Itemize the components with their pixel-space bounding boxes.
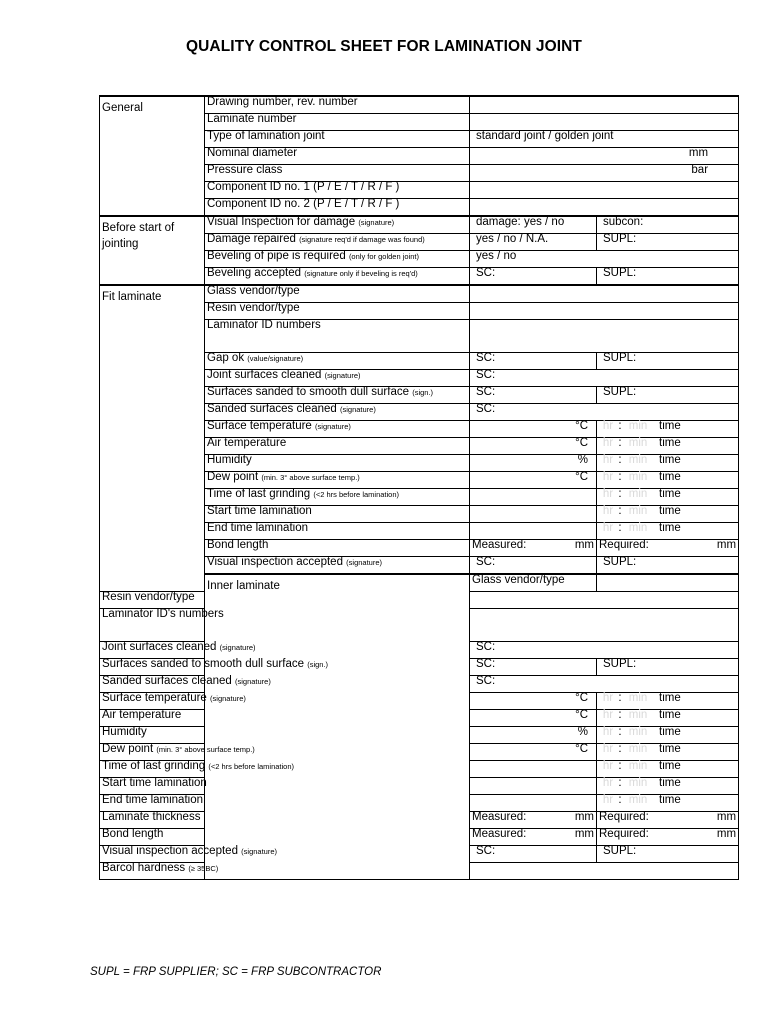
row-label-start-time: Start time lamination [205, 506, 470, 523]
row-label-air-temp: Air temperature [100, 710, 205, 727]
unit-bar: bar [691, 164, 709, 176]
row-label-glass-vendor: Glass vendor/type [470, 574, 597, 592]
fit-laminator-field[interactable] [470, 320, 739, 353]
inner-air-temp-field[interactable]: °C [470, 710, 597, 727]
gap-sc-field[interactable]: SC: [470, 353, 597, 370]
row-label-joint-cleaned: Joint surfaces cleaned (signature) [100, 642, 205, 659]
inner-end-field[interactable] [470, 795, 597, 812]
damage-repaired-field[interactable]: yes / no / N.A. [470, 234, 597, 251]
inner-start-time[interactable]: hr : min time [597, 778, 739, 795]
row-label-component-id-2: Component ID no. 2 (P / E / T / R / F ) [205, 199, 470, 217]
inner-humidity-time[interactable]: hr : min time [597, 727, 739, 744]
inner-visual-supl-field[interactable]: SUPL: [597, 846, 739, 863]
inner-resin-field[interactable] [470, 592, 739, 609]
fit-end-field[interactable] [470, 523, 597, 540]
row-label-beveling-accepted: Beveling accepted (signature only if beveling is req'd) [205, 268, 470, 286]
fit-sanded-sc-field[interactable]: SC: [470, 387, 597, 404]
row-label-dew-point: Dew point (min. 3° above surface temp.) [205, 472, 470, 489]
row-label-start-time: Start time lamination [100, 778, 205, 795]
section-general: General [100, 96, 205, 216]
row-label-visual-accepted: Visual inspection accepted (signature) [205, 557, 470, 575]
fit-sanded-clean-field[interactable]: SC: [470, 404, 739, 421]
inner-bond-measured[interactable]: Measured: mm [470, 829, 597, 846]
beveling-required-field[interactable]: yes / no [470, 251, 739, 268]
section-fit-laminate: Fit laminate [100, 285, 205, 592]
row-label-resin-vendor: Resin vendor/type [205, 303, 470, 320]
row-label-laminate-number: Laminate number [205, 114, 470, 131]
fit-air-temp-time[interactable]: hr : min time [597, 438, 739, 455]
row-label-humidity: Humidity [205, 455, 470, 472]
row-label-dew-point: Dew point (min. 3° above surface temp.) [100, 744, 205, 761]
row-label-surfaces-sanded: Surfaces sanded to smooth dull surface (sign.) [205, 387, 470, 404]
inner-visual-sc-field[interactable]: SC: [470, 846, 597, 863]
drawing-number-field[interactable] [470, 96, 739, 114]
inner-dew-time[interactable]: hr : min time [597, 744, 739, 761]
row-label-surface-temp: Surface temperature (signature) [100, 693, 205, 710]
row-label-laminator-ids: Laminator ID numbers [205, 320, 470, 353]
footer-legend: SUPL = FRP SUPPLIER; SC = FRP SUBCONTRACTOR [90, 966, 382, 978]
row-label-pressure-class: Pressure class [205, 165, 470, 182]
inner-dew-field[interactable]: °C [470, 744, 597, 761]
row-label-bond-length: Bond length [100, 829, 205, 846]
inner-thickness-required[interactable]: Required: mm [597, 812, 739, 829]
inner-bond-required[interactable]: Required: mm [597, 829, 739, 846]
section-before-jointing: Before start of jointing [100, 216, 205, 285]
joint-type-field[interactable]: standard joint / golden joint [470, 131, 739, 148]
row-label-end-time: End time lamination [205, 523, 470, 540]
row-label-bond-length: Bond length [205, 540, 470, 557]
component-id-2-field[interactable] [470, 199, 739, 217]
fit-glass-field[interactable] [470, 285, 739, 303]
page-title: QUALITY CONTROL SHEET FOR LAMINATION JOINT [185, 38, 582, 55]
unit-mm: mm [688, 147, 709, 159]
row-label-gap-ok: Gap ok (value/signature) [205, 353, 470, 370]
fit-surface-temp-time[interactable]: hr : min time [597, 421, 739, 438]
inner-start-field[interactable] [470, 778, 597, 795]
row-label-component-id-1: Component ID no. 1 (P / E / T / R / F ) [205, 182, 470, 199]
inner-sanded-supl-field[interactable]: SUPL: [597, 659, 739, 676]
row-label-surface-temp: Surface temperature (signature) [205, 421, 470, 438]
fit-grind-time[interactable]: hr : min time [597, 489, 739, 506]
fit-joint-clean-field[interactable]: SC: [470, 370, 739, 387]
row-label-barcol-hardness: Barcol hardness (≥ 35BC) [100, 863, 205, 880]
row-label-last-grinding: Time of last grinding (<2 hrs before lamination) [100, 761, 205, 778]
row-label-visual-damage: Visual Inspection for damage (signature) [205, 216, 470, 234]
fit-visual-sc-field[interactable]: SC: [470, 557, 597, 575]
inner-humidity-field[interactable]: % [470, 727, 597, 744]
fit-end-time[interactable]: hr : min time [597, 523, 739, 540]
gap-supl-field[interactable]: SUPL: [597, 353, 739, 370]
row-label-humidity: Humidity [100, 727, 205, 744]
row-label-damage-repaired: Damage repaired (signature req'd if damage was found) [205, 234, 470, 251]
row-label-beveling-required: Beveling of pipe is required (only for golden joint) [205, 251, 470, 268]
fit-resin-field[interactable] [470, 303, 739, 320]
row-label-resin-vendor: Resin vendor/type [100, 592, 205, 609]
fit-sanded-supl-field[interactable]: SUPL: [597, 387, 739, 404]
row-label-nominal-diameter: Nominal diameter [205, 148, 470, 165]
fit-visual-supl-field[interactable]: SUPL: [597, 557, 739, 575]
beveling-sc-field[interactable]: SC: [470, 268, 597, 286]
inner-air-temp-time[interactable]: hr : min time [597, 710, 739, 727]
row-label-end-time: End time lamination [100, 795, 205, 812]
row-label-laminator-ids: Laminator ID's numbers [100, 609, 205, 642]
fit-bond-measured[interactable]: Measured: mm [470, 540, 597, 557]
inner-sanded-sc-field[interactable]: SC: [470, 659, 597, 676]
row-label-sanded-cleaned: Sanded surfaces cleaned (signature) [100, 676, 205, 693]
fit-humidity-time[interactable]: hr : min time [597, 455, 739, 472]
section-inner-laminate: Inner laminate [205, 574, 470, 880]
row-label-drawing-number: Drawing number, rev. number [205, 96, 470, 114]
fit-bond-required[interactable]: Required: mm [597, 540, 739, 557]
inner-barcol-field[interactable] [470, 863, 739, 880]
inner-thickness-measured[interactable]: Measured: mm [470, 812, 597, 829]
inner-end-time[interactable]: hr : min time [597, 795, 739, 812]
fit-start-field[interactable] [470, 506, 597, 523]
row-label-sanded-cleaned: Sanded surfaces cleaned (signature) [205, 404, 470, 421]
row-label-visual-accepted: Visual inspection accepted (signature) [100, 846, 205, 863]
fit-dew-field[interactable]: °C [470, 472, 597, 489]
laminate-number-field[interactable] [470, 114, 739, 131]
fit-air-temp-field[interactable]: °C [470, 438, 597, 455]
beveling-supl-field[interactable]: SUPL: [597, 268, 739, 286]
damage-field[interactable]: damage: yes / no [470, 216, 597, 234]
fit-start-time[interactable]: hr : min time [597, 506, 739, 523]
inner-surface-temp-time[interactable]: hr : min time [597, 693, 739, 710]
fit-dew-time[interactable]: hr : min time [597, 472, 739, 489]
row-label-laminate-thickness: Laminate thickness [100, 812, 205, 829]
row-label-joint-type: Type of lamination joint [205, 131, 470, 148]
inner-sanded-clean-field[interactable]: SC: [470, 676, 739, 693]
row-label-last-grinding: Time of last grinding (<2 hrs before lamination) [205, 489, 470, 506]
nominal-diameter-field[interactable] [470, 148, 739, 165]
row-label-joint-cleaned: Joint surfaces cleaned (signature) [205, 370, 470, 387]
inner-joint-clean-field[interactable]: SC: [470, 642, 739, 659]
inner-laminator-field[interactable] [470, 609, 739, 642]
fit-surface-temp-field[interactable]: °C [470, 421, 597, 438]
inner-surface-temp-field[interactable]: °C [470, 693, 597, 710]
inner-glass-field[interactable] [597, 574, 739, 592]
row-label-surfaces-sanded: Surfaces sanded to smooth dull surface (sign.) [100, 659, 205, 676]
fit-humidity-field[interactable]: % [470, 455, 597, 472]
qc-table [99, 95, 739, 880]
subcon-field[interactable]: subcon: [597, 216, 739, 234]
damage-repaired-supl-field[interactable]: SUPL: [597, 234, 739, 251]
pressure-class-field[interactable] [470, 165, 739, 182]
row-label-glass-vendor: Glass vendor/type [205, 285, 470, 303]
fit-grind-field[interactable] [470, 489, 597, 506]
inner-grind-field[interactable] [470, 761, 597, 778]
row-label-air-temp: Air temperature [205, 438, 470, 455]
inner-grind-time[interactable]: hr : min time [597, 761, 739, 778]
component-id-1-field[interactable] [470, 182, 739, 199]
